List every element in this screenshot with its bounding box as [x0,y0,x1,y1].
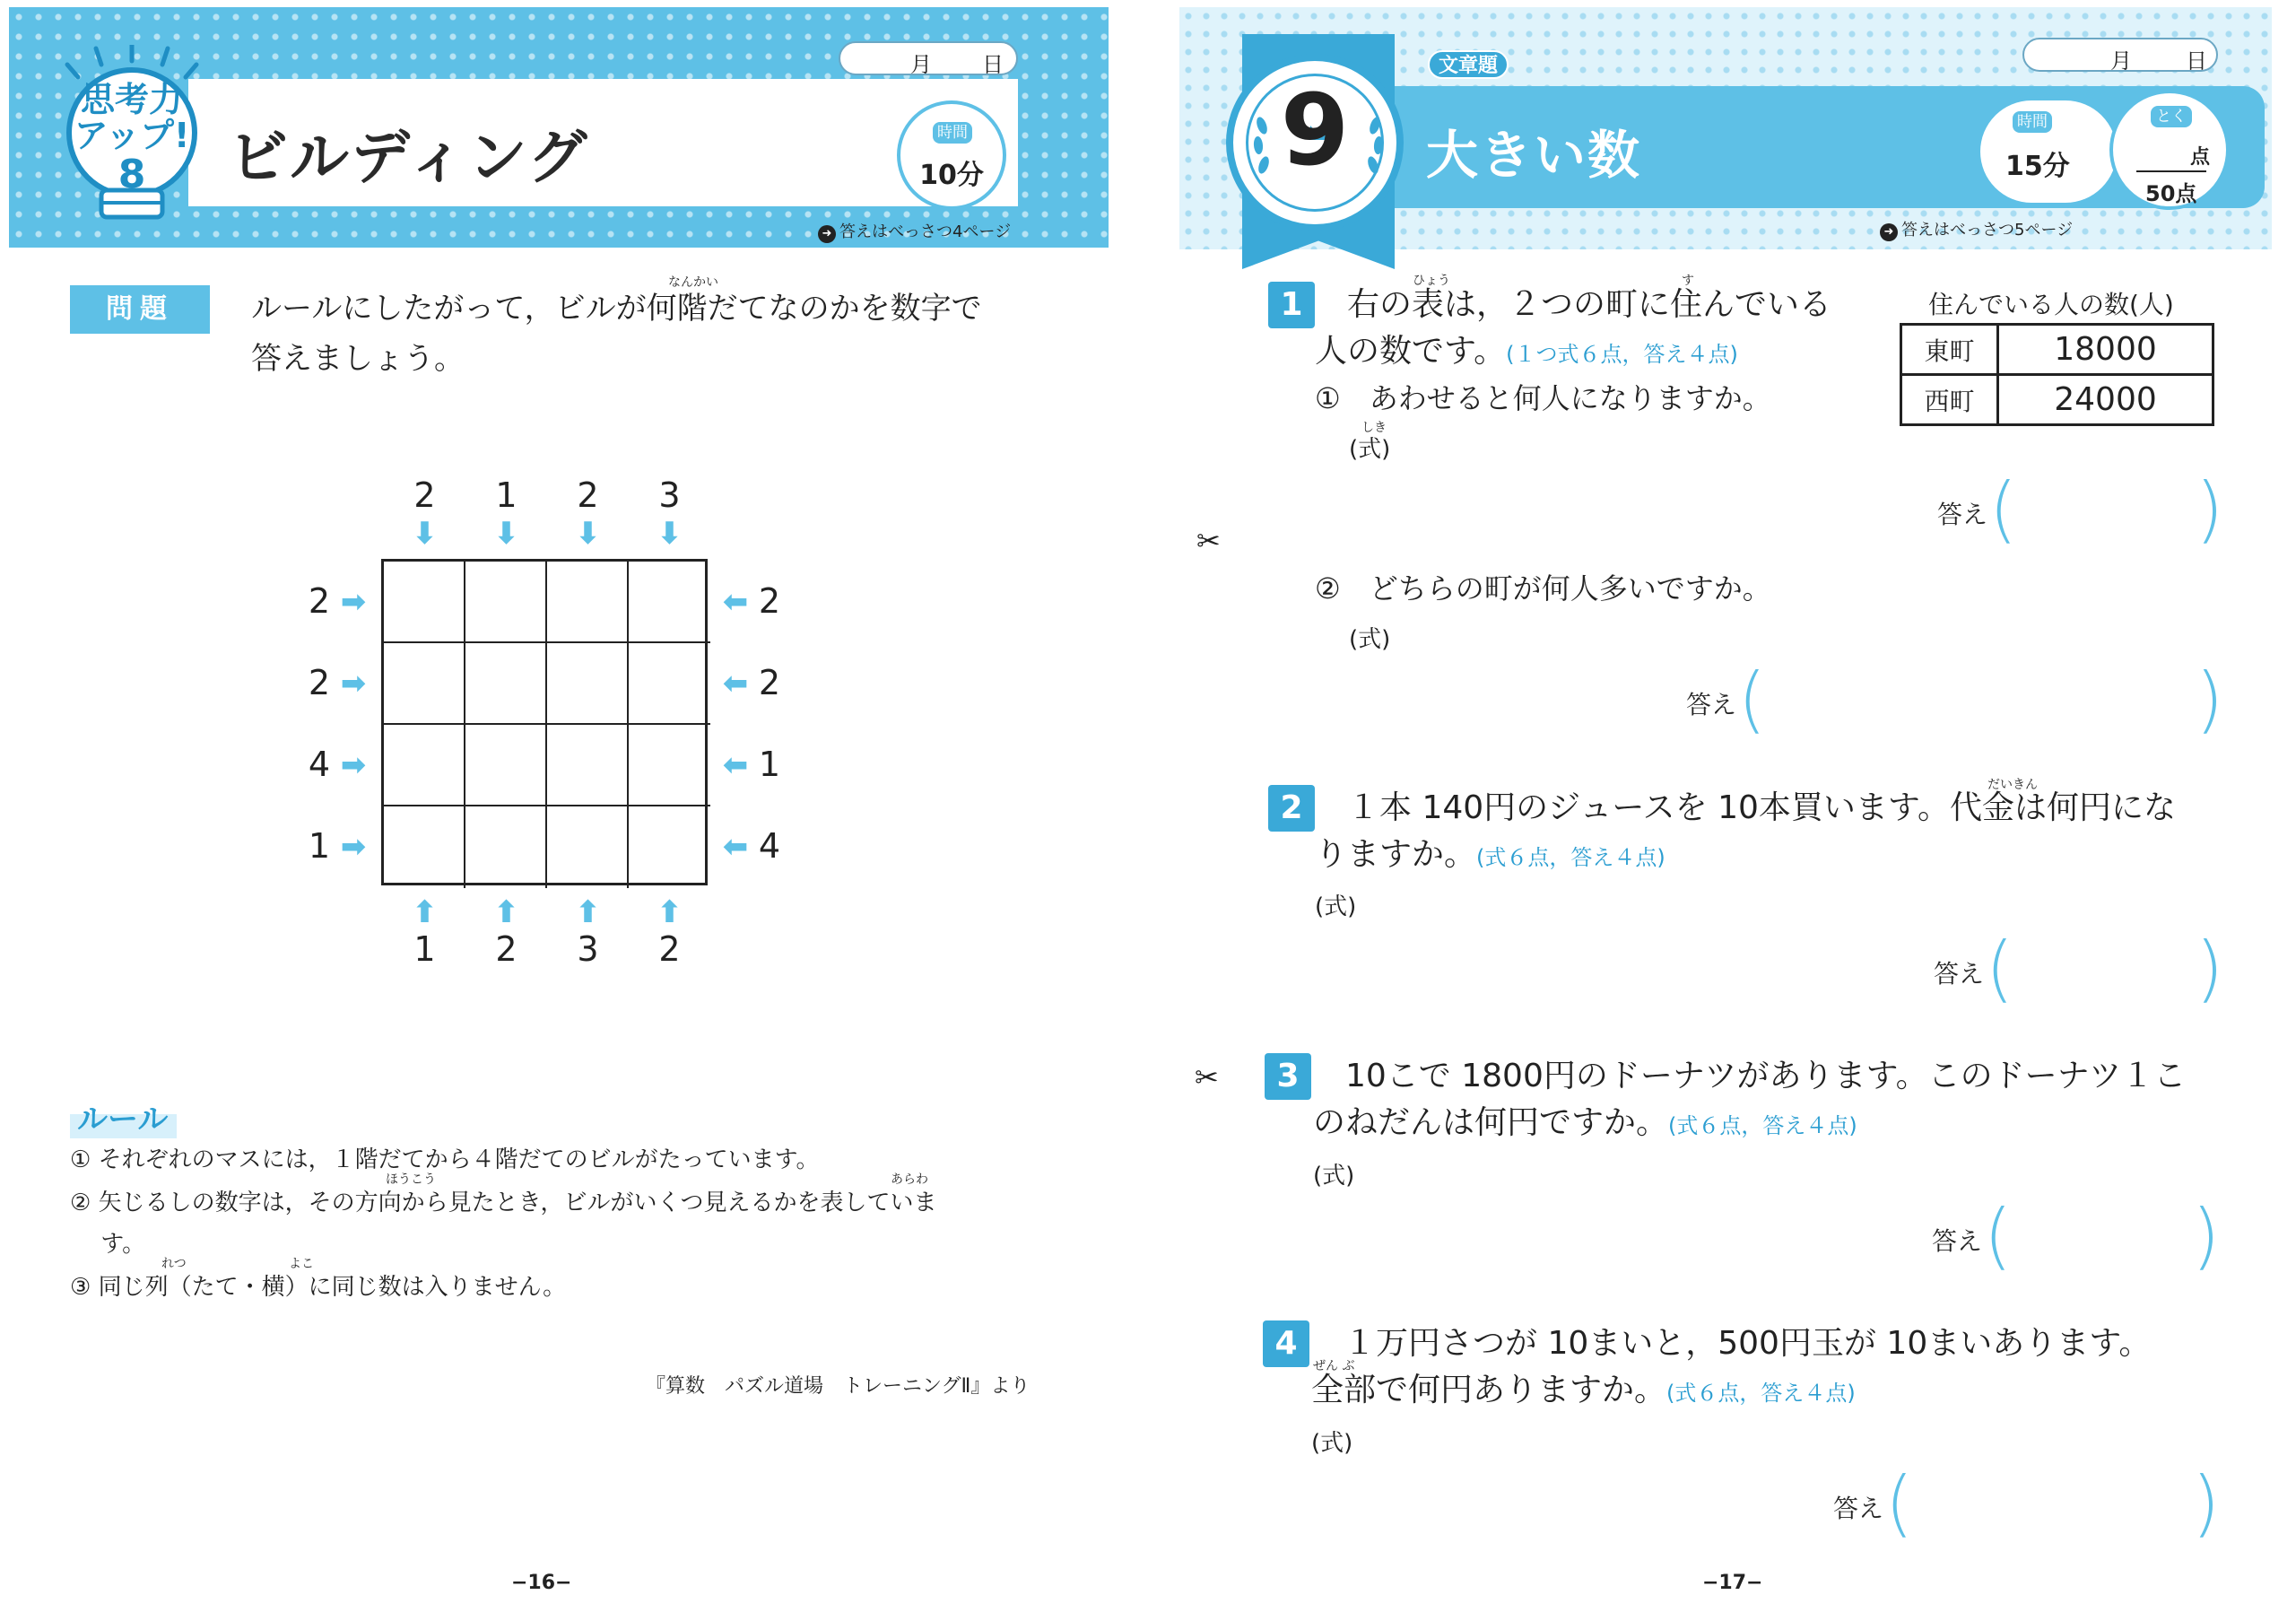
table-cell-name: 東町 [1901,325,1998,375]
question-1-sub-2-answer-label: 答え [1686,690,1737,719]
time-label: 時間 [933,122,972,144]
question-3-shiki: (式) [1313,1163,1355,1190]
day-label: 日 [982,52,1004,77]
laurel-icon [1242,108,1395,188]
answer-paren-open: ( [1885,1461,1914,1545]
clue-top: 1 [495,475,517,515]
score-circle [2109,90,2230,210]
rule-line-2: ② 矢じるしの数字は，その方向から見たとき，ビルがいくつ見えるかを表していま [70,1190,937,1216]
question-1-sub-1: ① あわせると何人になりますか。 [1315,381,1771,415]
arrow-left-icon: ⬅ [722,746,749,783]
page-title: ビルディング [229,123,589,192]
clue-left: 1 [308,825,331,866]
clue-right: 4 [758,825,781,866]
arrow-down-icon: ⬇ [493,516,519,552]
arrow-down-icon: ⬇ [412,516,438,552]
question-4-line-1: １万円さつが 10まいと，500円玉が 10まいあります。 [1344,1325,2152,1362]
ruby-arawa: あらわ [891,1172,928,1187]
answer-paren-open: ( [1738,658,1767,741]
question-1-sub-2: ② どちらの町が何人多いですか。 [1315,571,1771,606]
arrow-down-icon: ⬇ [575,516,601,552]
question-3-number: 3 [1265,1053,1311,1100]
clue-bottom: 2 [658,929,681,969]
right-time-value: 15分 [2005,151,2070,182]
category-badge: 文章題 [1428,50,1509,79]
arrow-up-icon: ⬆ [575,894,601,930]
question-1-number: 1 [1268,282,1315,328]
question-2-line-1: １本 140円のジュースを 10本買います。代金は何円にな [1347,789,2177,826]
arrow-right-icon: ➡ [340,583,367,620]
question-3-line-2 [1313,1100,1857,1149]
ruby-yoko: よこ [289,1257,314,1271]
right-answer-reference: ➜ 答えはべっさつ5ページ [1880,217,2073,241]
clue-right: 2 [758,662,781,702]
clue-left: 2 [308,662,331,702]
question-1-points: (１つ式６点，答え４点) [1506,342,1738,367]
right-date-field [2022,38,2218,72]
table-cell-value: 18000 [1998,325,2213,375]
population-table [1900,323,2214,426]
ruby-su: す [1682,274,1694,288]
clue-left: 4 [308,744,331,784]
right-time-label: 時間 [2013,111,2052,133]
arrow-up-icon: ⬆ [412,894,438,930]
score-max: 50点 [2145,181,2197,206]
rule-title: ルール [70,1094,177,1138]
question-4-points: (式６点，答え４点) [1666,1381,1856,1406]
scissors-icon: ✂ [1195,1060,1219,1094]
time-value: 10分 [919,160,984,191]
question-2-points: (式６点，答え４点) [1476,845,1665,870]
ruby-houkou: ほうこう [386,1172,436,1187]
question-3-points: (式６点，答え４点) [1668,1113,1857,1138]
answer-paren-close: ) [2192,1461,2221,1545]
ruby-retsu: れつ [161,1257,187,1271]
right-month-label: 月 [2110,48,2132,74]
ruby-zenbu: ぜん ぶ [1313,1359,1355,1373]
question-2-answer-label: 答え [1934,959,1985,989]
arrow-right-icon: ➡ [340,665,367,702]
arrow-left-icon: ⬅ [722,828,749,865]
clue-top: 2 [577,475,599,515]
clue-left: 2 [308,580,331,621]
answer-paren-close: ) [2196,467,2224,551]
rule-line-3: ③ 同じ列（たて・横）に同じ数は入りません。 [70,1274,567,1301]
arrow-left-icon: ⬅ [722,665,749,702]
score-unit: 点 [2190,146,2211,169]
problem-badge: 問題 [70,285,210,334]
table-title: 住んでいる人の数(人) [1928,290,2174,319]
arrow-right-icon: ➡ [340,828,367,865]
answer-paren-close: ) [2196,927,2224,1010]
page-number-right: −17− [1702,1572,1763,1594]
think-up-badge: 思考力 アップ! 8 [74,80,190,197]
question-4-line-2 [1311,1367,1856,1416]
unit-number: 9 [1280,73,1350,187]
rule-line-2-cont: す。 [70,1231,146,1258]
clue-right: 2 [758,580,781,621]
question-4-answer-label: 答え [1833,1494,1884,1523]
arrow-up-icon: ⬆ [493,894,519,930]
ruby-nankai: なんかい [668,275,718,290]
problem-line-2: 答えましょう。 [251,341,465,377]
question-2-line-2-text: りますか。 [1315,836,1477,873]
question-1-line-2-text: 人の数です。 [1315,333,1507,370]
source-credit: 『算数 パズル道場 トレーニングⅡ』より [646,1375,1031,1398]
clue-bottom: 3 [577,929,599,969]
clue-right: 1 [758,744,781,784]
clue-bottom: 1 [413,929,436,969]
right-page-title: 大きい数 [1426,125,1642,186]
question-2-line-2 [1315,832,1665,881]
ruby-hyou: ひょう [1413,274,1450,288]
page-number-left: −16− [511,1572,572,1594]
question-1-line-2 [1315,328,1738,378]
question-3-answer-label: 答え [1932,1226,1983,1256]
question-2-shiki: (式) [1315,893,1357,920]
ruby-shiki: しき [1361,421,1387,435]
clue-bottom: 2 [495,929,517,969]
question-3-line-2-text: のねだんは何円ですか。 [1313,1104,1669,1141]
score-label: とく点 [2151,106,2192,127]
clue-top: 2 [413,475,436,515]
score-divider [2136,170,2206,172]
question-1-sub-2-shiki: (式) [1349,626,1391,653]
month-label: 月 [910,52,932,77]
right-time-pill [1980,100,2117,203]
question-1-sub-1-answer-label: 答え [1937,500,1988,529]
question-3-line-1: 10こで 1800円のドーナツがあります。このドーナツ１こ [1345,1058,2187,1094]
arrow-down-icon: ⬇ [657,516,683,552]
ruby-daikin: だいきん [1987,778,2038,792]
answer-reference: ➜ 答えはべっさつ4ページ [818,219,1011,243]
arrow-up-icon: ⬆ [657,894,683,930]
answer-paren-open: ( [1986,927,2014,1010]
problem-line-1: ルールにしたがって，ビルが何階だてなのかを数字で [251,291,982,327]
question-1-sub-1-shiki: (式) [1349,436,1391,463]
answer-paren-close: ) [2192,1194,2221,1277]
question-1-line-1: 右の表は，２つの町に住んでいる [1347,286,1832,323]
right-day-label: 日 [2186,48,2207,74]
question-4-shiki: (式) [1311,1430,1353,1457]
answer-paren-open: ( [1989,467,2018,551]
arrow-right-icon: ➡ [340,746,367,783]
question-4-number: 4 [1263,1320,1309,1367]
table-cell-value: 24000 [1998,375,2213,425]
arrow-left-icon: ⬅ [722,583,749,620]
question-2-number: 2 [1268,785,1315,832]
answer-paren-close: ) [2196,658,2224,741]
question-4-line-2-text: 全部で何円ありますか。 [1311,1372,1667,1408]
table-row [1901,325,2213,375]
rule-line-1: ① それぞれのマスには，１階だてから４階だてのビルがたっています。 [70,1146,820,1173]
table-row [1901,375,2213,425]
scissors-icon: ✂ [1196,524,1221,558]
table-cell-name: 西町 [1901,375,1998,425]
answer-paren-open: ( [1984,1194,2013,1277]
clue-top: 3 [658,475,681,515]
